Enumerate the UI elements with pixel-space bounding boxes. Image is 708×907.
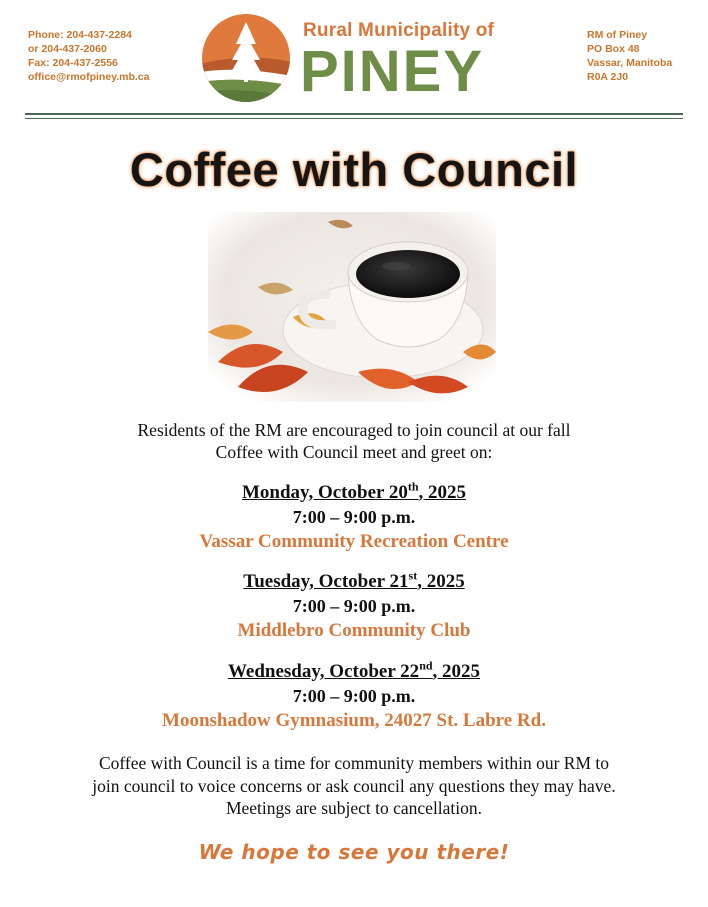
closing-line: Coffee with Council is a time for community members within our RM to bbox=[98, 753, 610, 773]
fax-line: Fax: 204-437-2556 bbox=[28, 57, 118, 69]
event-location: Vassar Community Recreation Centre bbox=[199, 531, 509, 552]
logo-wordmark: PINEY bbox=[300, 39, 485, 104]
event-location: Middlebro Community Club bbox=[237, 620, 471, 641]
event-time: 7:00 – 9:00 p.m. bbox=[292, 507, 416, 527]
phone-line: Phone: 204-437-2284 bbox=[28, 29, 132, 41]
signoff-text: We hope to see you there! bbox=[198, 840, 510, 864]
rm-piney-logo bbox=[200, 12, 510, 102]
header-divider-thin bbox=[25, 118, 683, 119]
closing-line: Meetings are subject to cancellation. bbox=[225, 798, 483, 818]
contact-info bbox=[28, 28, 149, 84]
closing-text bbox=[0, 752, 708, 820]
date-suffix: st bbox=[408, 568, 418, 583]
header-divider bbox=[25, 113, 683, 115]
alt-phone-line: or 204-437-2060 bbox=[28, 43, 107, 55]
event-date: Monday, October 20th, 2025 bbox=[241, 479, 467, 503]
event-date: Wednesday, October 22nd, 2025 bbox=[227, 658, 481, 682]
event-block bbox=[0, 570, 708, 644]
address-line: R0A 2J0 bbox=[587, 71, 629, 83]
logo-subtitle: Rural Municipality of bbox=[303, 20, 495, 41]
event-time: 7:00 – 9:00 p.m. bbox=[292, 596, 416, 616]
event-date: Tuesday, October 21st, 2025 bbox=[243, 568, 465, 592]
event-block bbox=[0, 660, 708, 734]
intro-text bbox=[0, 419, 708, 463]
date-suffix: nd bbox=[419, 658, 433, 673]
page-title: Coffee with Council bbox=[129, 143, 579, 196]
pine-tree-logo-icon bbox=[200, 12, 292, 104]
date-suffix: th bbox=[407, 479, 419, 494]
event-location: Moonshadow Gymnasium, 24027 St. Labre Rd. bbox=[162, 710, 546, 731]
address-line: PO Box 48 bbox=[587, 43, 640, 55]
event-block bbox=[0, 481, 708, 555]
event-time: 7:00 – 9:00 p.m. bbox=[292, 686, 416, 706]
coffee-cup-image bbox=[208, 212, 496, 402]
mailing-address bbox=[587, 28, 672, 84]
closing-line: join council to voice concerns or ask council any questions they may have. bbox=[92, 775, 616, 796]
address-line: Vassar, Manitoba bbox=[587, 57, 673, 69]
address-line: RM of Piney bbox=[587, 29, 648, 41]
intro-line: Residents of the RM are encouraged to join council at our fall bbox=[137, 420, 571, 440]
intro-line: Coffee with Council meet and greet on: bbox=[215, 442, 493, 462]
email-line: office@rmofpiney.mb.ca bbox=[28, 71, 150, 83]
